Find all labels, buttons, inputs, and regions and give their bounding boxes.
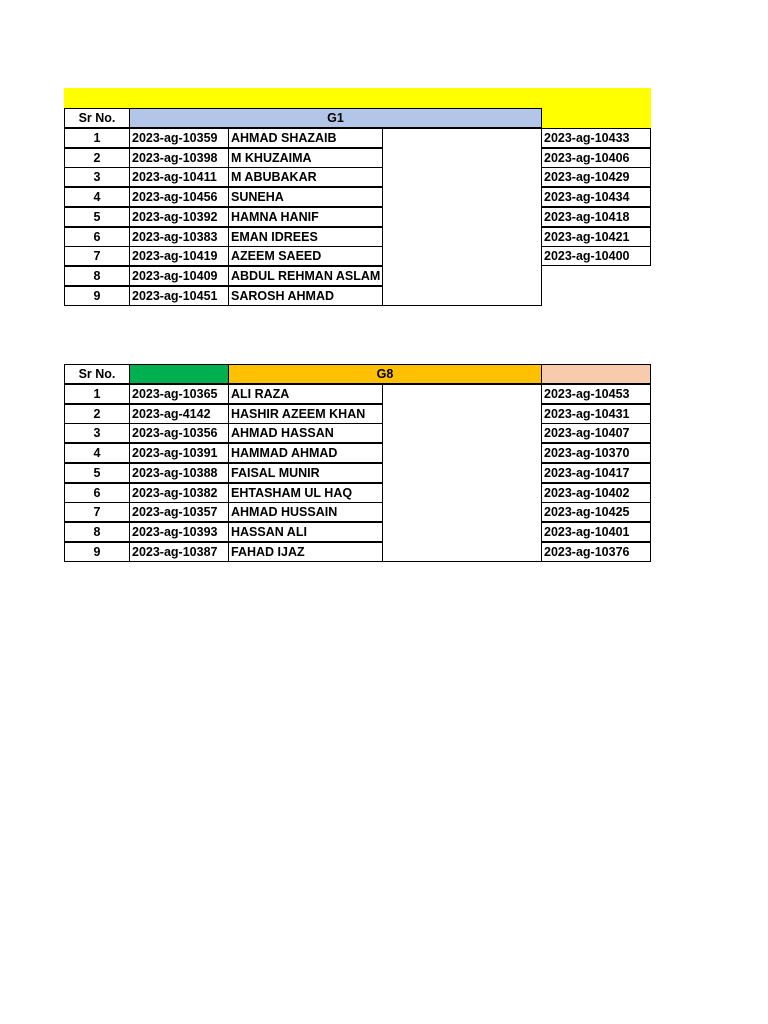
student-name-cell: SAROSH AHMAD bbox=[228, 286, 383, 306]
student-name-cell: ALI RAZA bbox=[228, 384, 383, 404]
right-id-cell: 2023-ag-10434 bbox=[541, 187, 651, 207]
right-id-cell: 2023-ag-10417 bbox=[541, 463, 651, 483]
student-id-cell: 2023-ag-10419 bbox=[129, 246, 229, 266]
right-id-cell: 2023-ag-10376 bbox=[541, 542, 651, 562]
sr-cell: 4 bbox=[64, 187, 130, 207]
sr-cell: 7 bbox=[64, 246, 130, 266]
right-id-cell: 2023-ag-10406 bbox=[541, 148, 651, 168]
sr-cell: 5 bbox=[64, 207, 130, 227]
student-id-cell: 2023-ag-10391 bbox=[129, 443, 229, 463]
sr-cell: 4 bbox=[64, 443, 130, 463]
student-name-cell: HASSAN ALI bbox=[228, 522, 383, 542]
g1-right-header bbox=[541, 108, 651, 128]
g8-sr-header: Sr No. bbox=[64, 364, 130, 384]
student-name-cell: EMAN IDREES bbox=[228, 227, 383, 247]
g8-group-header: G8 bbox=[228, 364, 542, 384]
right-id-cell: 2023-ag-10429 bbox=[541, 167, 651, 187]
sr-cell: 1 bbox=[64, 384, 130, 404]
right-id-cell: 2023-ag-10431 bbox=[541, 404, 651, 424]
sr-cell: 5 bbox=[64, 463, 130, 483]
g1-sr-header: Sr No. bbox=[64, 108, 130, 128]
g8-left-header bbox=[129, 364, 229, 384]
student-id-cell: 2023-ag-10393 bbox=[129, 522, 229, 542]
student-id-cell: 2023-ag-10356 bbox=[129, 423, 229, 443]
sr-cell: 8 bbox=[64, 522, 130, 542]
student-name-cell: M KHUZAIMA bbox=[228, 148, 383, 168]
sr-cell: 7 bbox=[64, 502, 130, 522]
student-id-cell: 2023-ag-10365 bbox=[129, 384, 229, 404]
g1-blank-column bbox=[382, 128, 542, 306]
student-name-cell: HAMNA HANIF bbox=[228, 207, 383, 227]
sr-cell: 2 bbox=[64, 148, 130, 168]
right-id-cell: 2023-ag-10453 bbox=[541, 384, 651, 404]
student-name-cell: EHTASHAM UL HAQ bbox=[228, 483, 383, 503]
right-id-cell: 2023-ag-10421 bbox=[541, 227, 651, 247]
sr-cell: 9 bbox=[64, 542, 130, 562]
g8-right-header bbox=[541, 364, 651, 384]
right-id-cell: 2023-ag-10370 bbox=[541, 443, 651, 463]
student-id-cell: 2023-ag-10382 bbox=[129, 483, 229, 503]
g1-group-header: G1 bbox=[129, 108, 542, 128]
student-id-cell: 2023-ag-10387 bbox=[129, 542, 229, 562]
student-name-cell: HASHIR AZEEM KHAN bbox=[228, 404, 383, 424]
right-id-cell: 2023-ag-10418 bbox=[541, 207, 651, 227]
sr-cell: 9 bbox=[64, 286, 130, 306]
student-id-cell: 2023-ag-10398 bbox=[129, 148, 229, 168]
right-id-cell: 2023-ag-10407 bbox=[541, 423, 651, 443]
sr-cell: 8 bbox=[64, 266, 130, 286]
student-name-cell: AHMAD SHAZAIB bbox=[228, 128, 383, 148]
student-name-cell: AHMAD HASSAN bbox=[228, 423, 383, 443]
student-id-cell: 2023-ag-10392 bbox=[129, 207, 229, 227]
student-id-cell: 2023-ag-10359 bbox=[129, 128, 229, 148]
right-id-cell: 2023-ag-10400 bbox=[541, 246, 651, 266]
student-id-cell: 2023-ag-10409 bbox=[129, 266, 229, 286]
student-id-cell: 2023-ag-10383 bbox=[129, 227, 229, 247]
sr-cell: 2 bbox=[64, 404, 130, 424]
student-id-cell: 2023-ag-10411 bbox=[129, 167, 229, 187]
student-id-cell: 2023-ag-10357 bbox=[129, 502, 229, 522]
g1-banner bbox=[64, 88, 651, 109]
student-name-cell: FAHAD IJAZ bbox=[228, 542, 383, 562]
student-name-cell: AZEEM SAEED bbox=[228, 246, 383, 266]
student-id-cell: 2023-ag-10451 bbox=[129, 286, 229, 306]
sr-cell: 3 bbox=[64, 423, 130, 443]
student-name-cell: M ABUBAKAR bbox=[228, 167, 383, 187]
student-name-cell: AHMAD HUSSAIN bbox=[228, 502, 383, 522]
right-id-cell: 2023-ag-10401 bbox=[541, 522, 651, 542]
right-id-cell: 2023-ag-10433 bbox=[541, 128, 651, 148]
sr-cell: 1 bbox=[64, 128, 130, 148]
student-name-cell: SUNEHA bbox=[228, 187, 383, 207]
sr-cell: 3 bbox=[64, 167, 130, 187]
student-id-cell: 2023-ag-10388 bbox=[129, 463, 229, 483]
sr-cell: 6 bbox=[64, 227, 130, 247]
g8-blank-column bbox=[382, 384, 542, 562]
student-name-cell: HAMMAD AHMAD bbox=[228, 443, 383, 463]
sr-cell: 6 bbox=[64, 483, 130, 503]
student-id-cell: 2023-ag-10456 bbox=[129, 187, 229, 207]
right-id-cell: 2023-ag-10425 bbox=[541, 502, 651, 522]
student-id-cell: 2023-ag-4142 bbox=[129, 404, 229, 424]
student-name-cell: FAISAL MUNIR bbox=[228, 463, 383, 483]
student-name-cell: ABDUL REHMAN ASLAM bbox=[228, 266, 383, 286]
right-id-cell: 2023-ag-10402 bbox=[541, 483, 651, 503]
